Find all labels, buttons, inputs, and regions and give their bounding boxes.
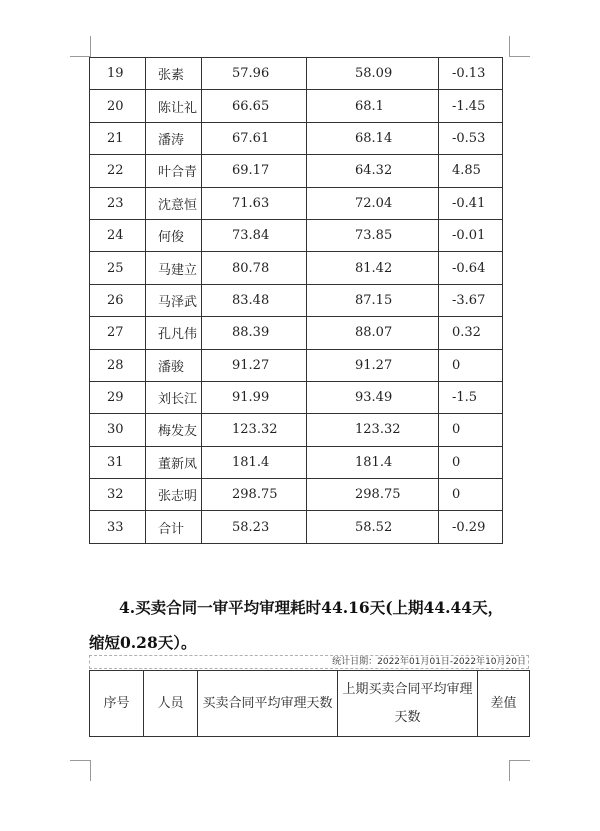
- statistics-date: 统计日期：2022年01月01日-2022年10月20日: [332, 657, 526, 667]
- crop-mark-top-right: [509, 36, 530, 57]
- row-current-days: 181.4: [202, 446, 307, 478]
- row-difference: 0: [439, 446, 503, 478]
- table-row: [90, 381, 503, 413]
- table-row: [90, 252, 503, 284]
- row-name: 张素: [146, 58, 202, 90]
- row-current-days: 83.48: [202, 284, 307, 316]
- row-current-days: 58.23: [202, 511, 307, 543]
- table-row: [90, 187, 503, 219]
- row-current-days: 66.65: [202, 90, 307, 122]
- row-current-days: 67.61: [202, 122, 307, 154]
- row-difference: 0: [439, 414, 503, 446]
- row-current-days: 91.99: [202, 381, 307, 413]
- table-row: [90, 58, 503, 90]
- row-difference: -0.53: [439, 122, 503, 154]
- row-previous-days: 73.85: [307, 219, 439, 251]
- row-previous-days: 87.15: [307, 284, 439, 316]
- row-difference: -0.01: [439, 219, 503, 251]
- row-current-days: 71.63: [202, 187, 307, 219]
- row-current-days: 57.96: [202, 58, 307, 90]
- row-index: 26: [90, 284, 146, 316]
- row-previous-days: 91.27: [307, 349, 439, 381]
- row-index: 29: [90, 381, 146, 413]
- row-index: 25: [90, 252, 146, 284]
- table-row: [90, 219, 503, 251]
- row-current-days: 69.17: [202, 155, 307, 187]
- table-row: [90, 317, 503, 349]
- row-previous-days: 181.4: [307, 446, 439, 478]
- row-difference: -3.67: [439, 284, 503, 316]
- table-row: [90, 414, 503, 446]
- table-row: [90, 284, 503, 316]
- table-row: [90, 479, 503, 511]
- row-index: 30: [90, 414, 146, 446]
- row-name: 叶合青: [146, 155, 202, 187]
- section-heading-line2: 缩短0.28天）。: [89, 633, 197, 652]
- row-index: 20: [90, 90, 146, 122]
- row-previous-days: 88.07: [307, 317, 439, 349]
- row-index: 21: [90, 122, 146, 154]
- row-previous-days: 68.1: [307, 90, 439, 122]
- crop-mark-bottom-right: [509, 760, 530, 781]
- table-row: [90, 155, 503, 187]
- row-name: 刘长江: [146, 381, 202, 413]
- table-row: [90, 90, 503, 122]
- row-previous-days: 72.04: [307, 187, 439, 219]
- row-current-days: 91.27: [202, 349, 307, 381]
- table-row: [90, 349, 503, 381]
- row-index: 19: [90, 58, 146, 90]
- row-name: 沈意恒: [146, 187, 202, 219]
- row-difference: -1.45: [439, 90, 503, 122]
- sales-contract-table-header: [89, 670, 530, 737]
- table-row: [90, 122, 503, 154]
- row-previous-days: 58.09: [307, 58, 439, 90]
- row-name: 合计: [146, 511, 202, 543]
- row-index: 23: [90, 187, 146, 219]
- row-index: 27: [90, 317, 146, 349]
- row-name: 潘骏: [146, 349, 202, 381]
- row-current-days: 123.32: [202, 414, 307, 446]
- row-previous-days: 93.49: [307, 381, 439, 413]
- row-current-days: 88.39: [202, 317, 307, 349]
- trial-duration-table: [89, 57, 503, 544]
- row-name: 张志明: [146, 479, 202, 511]
- section-heading-line1: 4.买卖合同一审平均审理耗时44.16天(上期44.44天，: [119, 598, 504, 617]
- crop-mark-top-left: [70, 36, 91, 57]
- row-name: 董新凤: [146, 446, 202, 478]
- row-name: 潘涛: [146, 122, 202, 154]
- row-difference: 0.32: [439, 317, 503, 349]
- row-previous-days: 68.14: [307, 122, 439, 154]
- row-previous-days: 64.32: [307, 155, 439, 187]
- row-index: 31: [90, 446, 146, 478]
- row-difference: -0.64: [439, 252, 503, 284]
- row-difference: -0.41: [439, 187, 503, 219]
- row-index: 32: [90, 479, 146, 511]
- row-index: 24: [90, 219, 146, 251]
- header-row: [90, 671, 530, 737]
- row-difference: 4.85: [439, 155, 503, 187]
- row-index: 33: [90, 511, 146, 543]
- row-previous-days: 81.42: [307, 252, 439, 284]
- row-previous-days: 58.52: [307, 511, 439, 543]
- header-index: 序号: [90, 671, 144, 737]
- row-name: 陈让礼: [146, 90, 202, 122]
- trial-duration-table-body: [90, 58, 503, 544]
- row-name: 马建立: [146, 252, 202, 284]
- row-name: 马泽武: [146, 284, 202, 316]
- row-difference: 0: [439, 349, 503, 381]
- row-difference: 0: [439, 479, 503, 511]
- table-row: [90, 511, 503, 543]
- section-heading: [89, 590, 519, 660]
- header-person: 人员: [144, 671, 198, 737]
- header-current-days: 买卖合同平均审理天数: [198, 671, 338, 737]
- row-current-days: 80.78: [202, 252, 307, 284]
- statistics-date-box: [89, 655, 529, 669]
- row-index: 28: [90, 349, 146, 381]
- table-row: [90, 446, 503, 478]
- row-name: 何俊: [146, 219, 202, 251]
- row-previous-days: 123.32: [307, 414, 439, 446]
- row-current-days: 298.75: [202, 479, 307, 511]
- row-current-days: 73.84: [202, 219, 307, 251]
- row-name: 梅发友: [146, 414, 202, 446]
- row-difference: -0.29: [439, 511, 503, 543]
- row-index: 22: [90, 155, 146, 187]
- crop-mark-bottom-left: [70, 760, 91, 781]
- row-previous-days: 298.75: [307, 479, 439, 511]
- row-name: 孔凡伟: [146, 317, 202, 349]
- row-difference: -0.13: [439, 58, 503, 90]
- header-difference: 差值: [478, 671, 530, 737]
- row-difference: -1.5: [439, 381, 503, 413]
- header-previous-days: 上期买卖合同平均审理天数: [338, 671, 478, 737]
